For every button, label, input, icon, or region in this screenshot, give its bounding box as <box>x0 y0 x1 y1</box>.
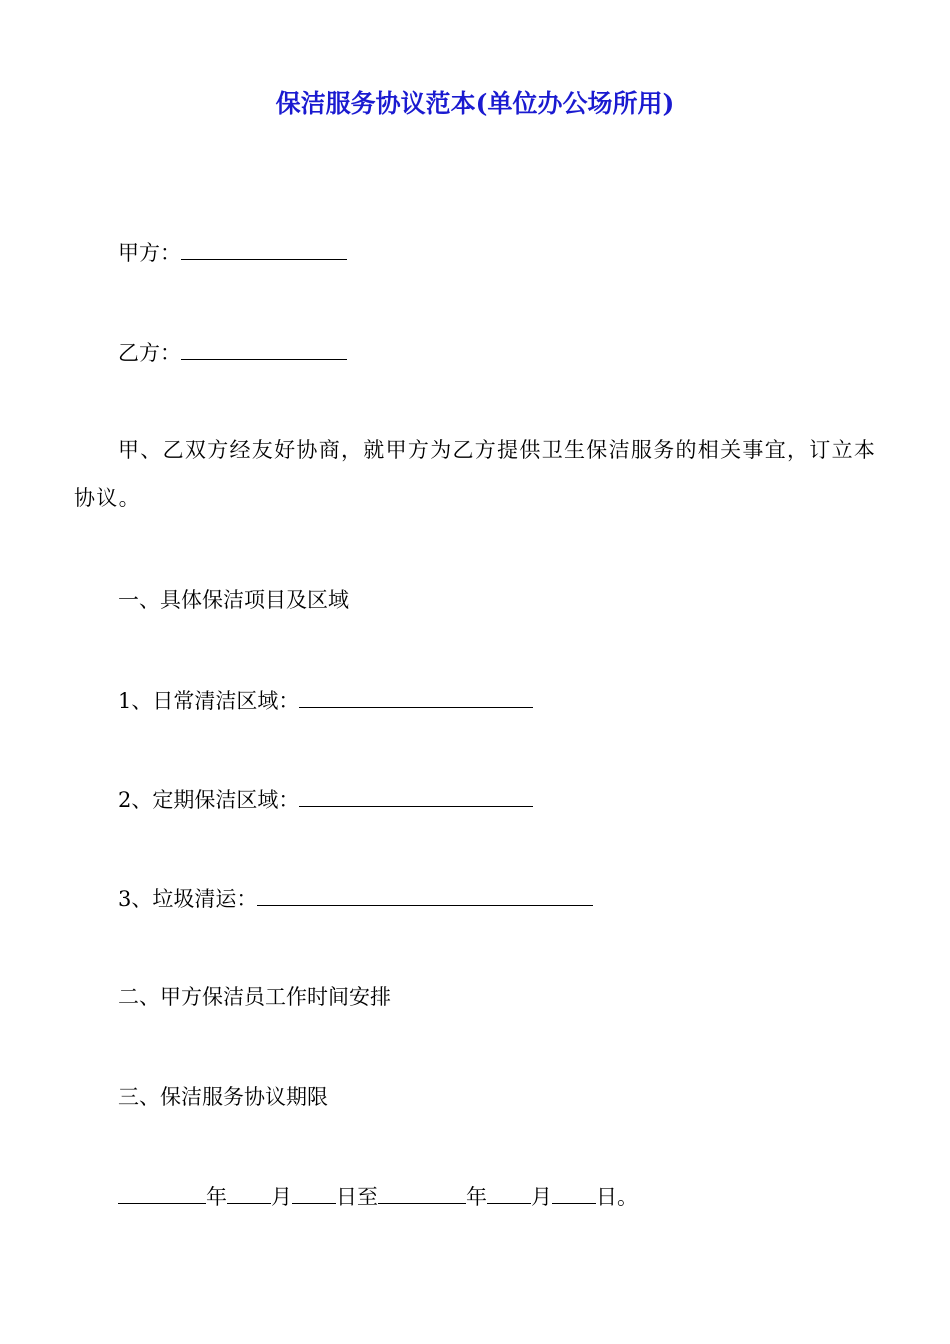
term-year2: 年 <box>466 1185 487 1209</box>
end-day-blank <box>552 1181 596 1204</box>
item2-line <box>118 784 533 815</box>
term-year1: 年 <box>206 1185 227 1209</box>
item3-blank <box>257 883 593 906</box>
term-day1-to: 日至 <box>336 1185 378 1209</box>
end-year-blank <box>378 1181 466 1204</box>
intro-paragraph: 甲、乙双方经友好协商，就甲方为乙方提供卫生保洁服务的相关事宜，订立本协议。 <box>74 438 877 510</box>
party-a-blank <box>181 237 347 260</box>
item3-label: 3、垃圾清运： <box>118 887 258 911</box>
item1-blank <box>299 685 533 708</box>
term-day2: 日。 <box>596 1185 638 1209</box>
start-month-blank <box>227 1181 271 1204</box>
item2-label: 2、定期保洁区域： <box>118 788 300 812</box>
start-year-blank <box>118 1181 206 1204</box>
party-b-label: 乙方： <box>118 341 181 365</box>
section3-heading: 三、保洁服务协议期限 <box>118 1085 328 1109</box>
term-month2: 月 <box>531 1185 552 1209</box>
party-b-line <box>118 337 347 368</box>
party-a-label: 甲方： <box>118 241 181 265</box>
start-day-blank <box>292 1181 336 1204</box>
item2-blank <box>299 784 533 807</box>
party-b-blank <box>181 337 347 360</box>
party-a-line <box>118 237 347 268</box>
section2-heading: 二、甲方保洁员工作时间安排 <box>118 985 391 1009</box>
document-title: 保洁服务协议范本(单位办公场所用) <box>275 89 675 118</box>
item1-label: 1、日常清洁区域： <box>118 689 300 713</box>
item1-line <box>118 685 533 716</box>
end-month-blank <box>487 1181 531 1204</box>
term-month1: 月 <box>271 1185 292 1209</box>
term-line <box>118 1181 638 1212</box>
item3-line <box>118 883 593 914</box>
section1-heading: 一、具体保洁项目及区域 <box>118 588 349 612</box>
